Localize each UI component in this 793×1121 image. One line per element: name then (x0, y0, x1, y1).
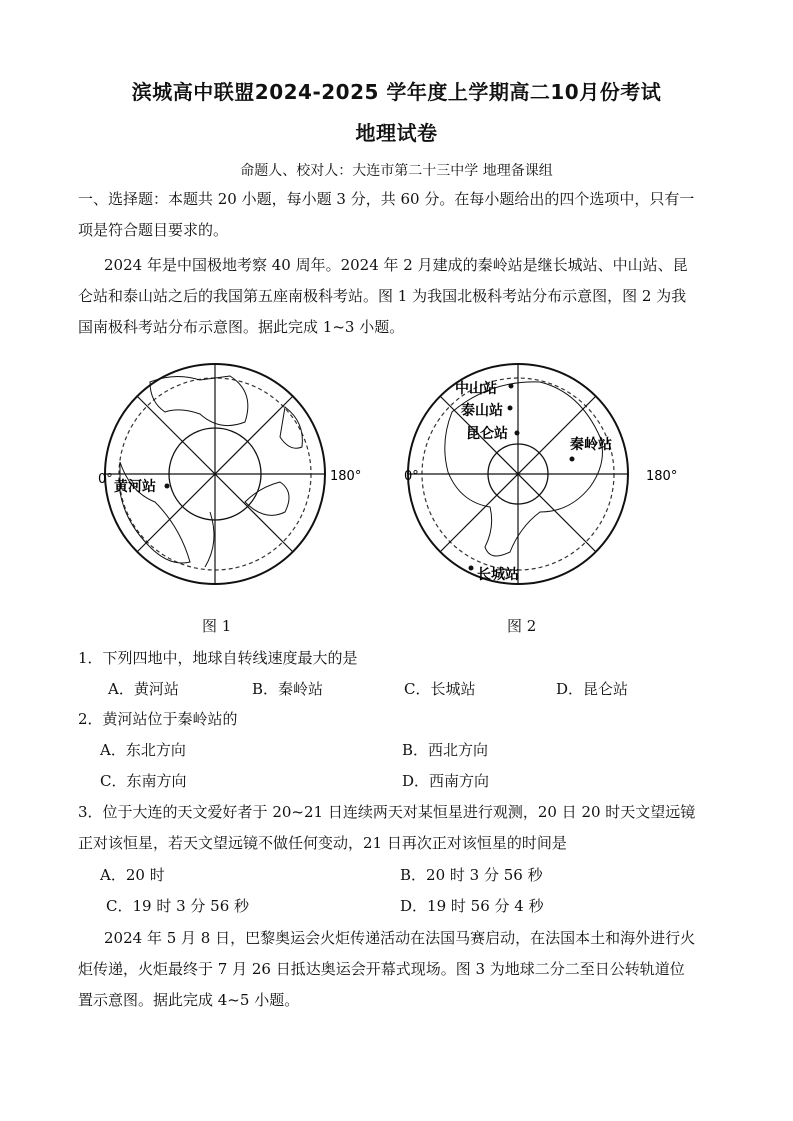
question2-stem: 2．黄河站位于秦岭站的 (78, 710, 238, 728)
intro1-line1: 2024 年是中国极地考察 40 周年。2024 年 2 月建成的秦岭站是继长城站、中山站、昆 (104, 256, 688, 274)
figure2-label-180deg: 180° (646, 469, 678, 484)
question1-option-d: D．昆仑站 (556, 680, 629, 698)
intro2-line1: 2024 年 5 月 8 日，巴黎奥运会火炬传递活动在法国马赛启动，在法国本土和海外进行火 (104, 929, 696, 947)
question3-stem-line2: 正对该恒星，若天文望远镜不做任何变动，21 日再次正对该恒星的时间是 (78, 834, 567, 852)
section-instruction-line1: 一、选择题：本题共 20 小题，每小题 3 分，共 60 分。在每小题给出的四个选项中，只有一 (78, 190, 695, 208)
figure1-label-180deg: 180° (330, 469, 362, 484)
figure2-station-taishan: 泰山站 (461, 403, 503, 419)
figure1-caption: 图 1 (202, 617, 232, 635)
figure2-station-zhongshan: 中山站 (455, 381, 497, 397)
figure1-station-huanghe: 黄河站 (114, 479, 156, 495)
question1-option-c: C．长城站 (404, 680, 476, 698)
figure2-station-kunlun: 昆仑站 (466, 426, 508, 442)
question2-option-b: B．西北方向 (402, 741, 489, 759)
question3-option-c: C．19 时 3 分 56 秒 (106, 897, 250, 915)
figure2-antarctic-map (390, 352, 690, 604)
question2-option-d: D．西南方向 (402, 772, 490, 790)
intro2-line3: 置示意图。据此完成 4~5 小题。 (78, 991, 300, 1009)
question2-option-c: C．东南方向 (100, 772, 187, 790)
figure2-label-0deg: 0° (404, 469, 419, 484)
question2-option-a: A．东北方向 (100, 741, 186, 759)
section-instruction-line2: 项是符合题目要求的。 (78, 221, 229, 239)
intro1-line2: 仑站和泰山站之后的我国第五座南极科考站。图 1 为我国北极科考站分布示意图，图 2 为我 (78, 287, 687, 305)
intro2-line2: 炬传递，火炬最终于 7 月 26 日抵达奥运会开幕式现场。图 3 为地球二分二至日公转轨道位 (78, 960, 685, 978)
intro1-line3: 国南极科考站分布示意图。据此完成 1~3 小题。 (78, 318, 405, 336)
exam-title: 滨城高中联盟2024-2025 学年度上学期高二10月份考试 (131, 80, 662, 104)
question3-option-a: A．20 时 (100, 866, 165, 884)
figure2-caption: 图 2 (507, 617, 537, 635)
figure2-station-qinling: 秦岭站 (570, 437, 612, 453)
question1-option-a: A．黄河站 (108, 680, 179, 698)
question1-option-b: B．秦岭站 (252, 680, 324, 698)
exam-subject: 地理试卷 (355, 121, 438, 145)
figure2-station-changcheng: 长城站 (477, 567, 519, 583)
question1-stem: 1．下列四地中，地球自转线速度最大的是 (78, 649, 358, 667)
question3-option-d: D．19 时 56 分 4 秒 (400, 897, 544, 915)
exam-authors: 命题人、校对人：大连市第二十三中学 地理备课组 (240, 163, 553, 179)
figure1-label-0deg: 0° (98, 472, 113, 487)
question3-option-b: B．20 时 3 分 56 秒 (400, 866, 543, 884)
figure1-arctic-map (80, 352, 370, 604)
question3-stem-line1: 3．位于大连的天文爱好者于 20~21 日连续两天对某恒星进行观测，20 日 20 时天文望远镜 (78, 803, 696, 821)
